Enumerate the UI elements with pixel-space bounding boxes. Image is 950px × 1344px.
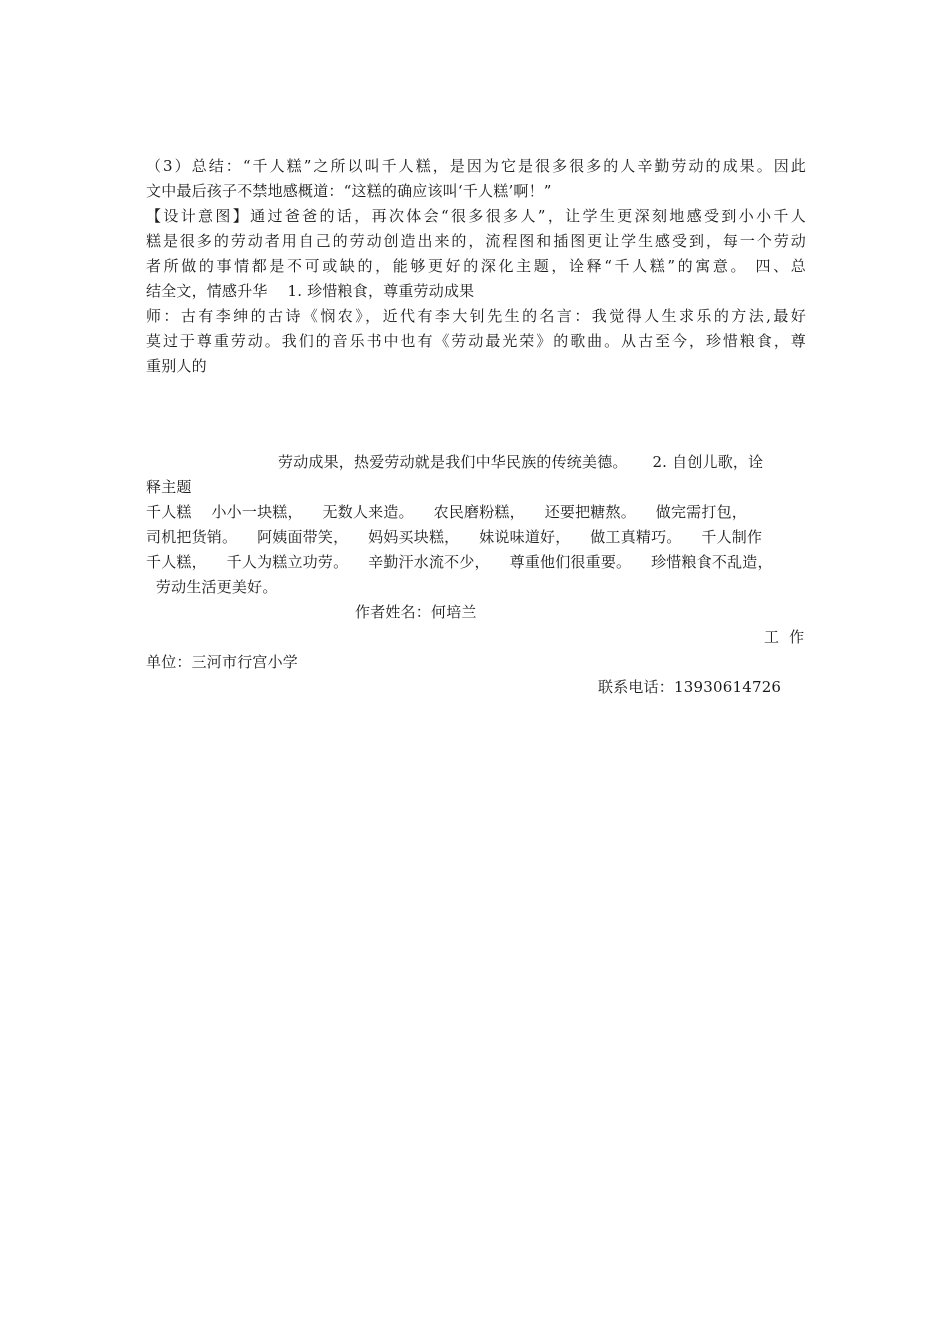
paragraph-summary-line-1: （3）总结：“千人糕”之所以叫千人糕，是因为它是很多很多的人辛勤劳动的成果。因此 [146, 157, 806, 175]
paragraph-summary-line-2: 文中最后孩子不禁地感概道：“这糕的确应该叫‘千人糕’啊！” [146, 182, 552, 200]
teacher-quote-line-1: 师：古有李绅的古诗《悯农》，近代有李大钊先生的名言：我觉得人生求乐的方法,最好 [146, 307, 806, 325]
section-four-heading: 结全文，情感升华 1. 珍惜粮食，尊重劳动成果 [146, 282, 475, 300]
teacher-quote-line-2: 莫过于尊重劳动。我们的音乐书中也有《劳动最光荣》的歌曲。从古至今，珍惜粮食，尊 [146, 332, 806, 350]
labor-virtue-line: 劳动成果，热爱劳动就是我们中华民族的传统美德。 2. 自创儿歌，诠 [278, 453, 764, 471]
nursery-rhyme-line-1: 千人糕 小小一块糕， 无数人来造。 农民磨粉糕， 还要把糖熬。 做完需打包， [146, 503, 747, 521]
nursery-rhyme-line-2: 司机把货销。 阿姨面带笑， 妈妈买块糕， 妹说味道好， 做工真精巧。 千人制作 [146, 528, 763, 546]
work-unit-value: 单位：三河市行宫小学 [146, 653, 299, 671]
contact-phone: 联系电话：13930614726 [598, 678, 782, 696]
theme-heading-line: 释主题 [146, 478, 192, 496]
design-intent-line-1: 【设计意图】通过爸爸的话，再次体会“很多很多人”，让学生更深刻地感受到小小千人 [146, 207, 806, 225]
author-name: 作者姓名：何培兰 [355, 603, 477, 621]
work-unit-label: 工 作 [764, 628, 805, 646]
nursery-rhyme-line-4: 劳动生活更美好。 [146, 578, 278, 596]
design-intent-line-3: 者所做的事情都是不可或缺的，能够更好的深化主题，诠释“千人糕”的寓意。 四、总 [146, 257, 806, 275]
nursery-rhyme-line-3: 千人糕， 千人为糕立功劳。 辛勤汗水流不少， 尊重他们很重要。 珍惜粮食不乱造， [146, 553, 773, 571]
teacher-quote-line-3: 重别人的 [146, 357, 207, 375]
design-intent-line-2: 糕是很多的劳动者用自己的劳动创造出来的，流程图和插图更让学生感受到，每一个劳动 [146, 232, 806, 250]
